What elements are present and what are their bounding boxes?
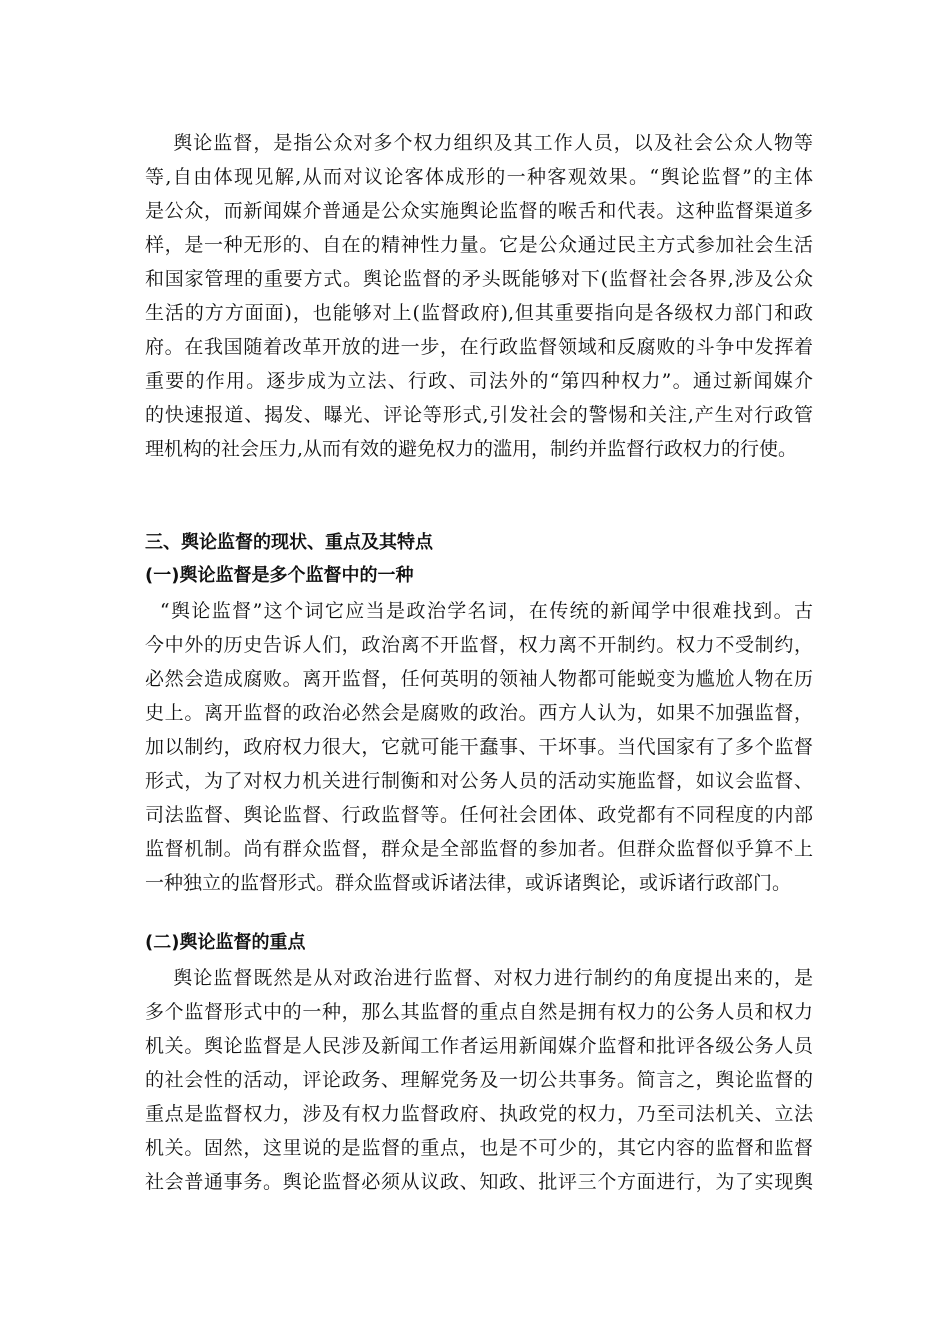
text-line: 监督机制。尚有群众监督，群众是全部监督的参加者。但群众监督似乎算不上: [145, 838, 813, 860]
text-line: 生活的方方面面)，也能够对上(监督政府),但其重要指向是各级权力部门和政: [145, 302, 813, 324]
text-line: 府。在我国随着改革开放的进一步，在行政监督领域和反腐败的斗争中发挥着: [145, 336, 813, 358]
text-line: 重要的作用。逐步成为立法、行政、司法外的“第四种权力”。通过新闻媒介: [145, 370, 813, 392]
text-line: 史上。离开监督的政治必然会是腐败的政治。西方人认为，如果不加强监督，: [145, 702, 813, 724]
subheading-one: (一)舆论监督是多个监督中的一种: [145, 565, 414, 586]
paragraph-opinion-supervision-definition: [145, 126, 813, 466]
section-heading: 三、舆论监督的现状、重点及其特点: [145, 532, 433, 553]
text-line: 机关。固然，这里说的是监督的重点，也是不可少的，其它内容的监督和监督: [145, 1137, 813, 1159]
paragraph-supervision-focus: [145, 961, 813, 1199]
subheading-two: (二)舆论监督的重点: [145, 932, 306, 953]
text-line: 和国家管理的重要方式。舆论监督的矛头既能够对下(监督社会各界,涉及公众: [145, 268, 813, 290]
text-line: 加以制约，政府权力很大，它就可能干蠢事、干坏事。当代国家有了多个监督: [145, 736, 813, 758]
text-line: 的快速报道、揭发、曝光、评论等形式,引发社会的警惕和关注,产生对行政管: [145, 404, 813, 426]
text-line: “舆论监督”这个词它应当是政治学名词，在传统的新闻学中很难找到。古: [145, 600, 813, 622]
text-line: 一种独立的监督形式。群众监督或诉诸法律，或诉诸舆论，或诉诸行政部门。: [145, 872, 792, 894]
text-line: 的社会性的活动，评论政务、理解党务及一切公共事务。简言之，舆论监督的: [145, 1069, 813, 1091]
paragraph-one-of-many-supervisions: [145, 594, 813, 900]
text-line: 司法监督、舆论监督、行政监督等。任何社会团体、政党都有不同程度的内部: [145, 804, 813, 826]
text-line: 舆论监督既然是从对政治进行监督、对权力进行制约的角度提出来的，是: [145, 967, 813, 989]
text-line: 多个监督形式中的一种，那么其监督的重点自然是拥有权力的公务人员和权力: [145, 1001, 813, 1023]
text-line: 等,自由体现见解,从而对议论客体成形的一种客观效果。“舆论监督”的主体: [145, 166, 813, 188]
text-line: 机关。舆论监督是人民涉及新闻工作者运用新闻媒介监督和批评各级公务人员: [145, 1035, 813, 1057]
text-line: 形式，为了对权力机关进行制衡和对公务人员的活动实施监督，如议会监督、: [145, 770, 813, 792]
text-line: 重点是监督权力，涉及有权力监督政府、执政党的权力，乃至司法机关、立法: [145, 1103, 813, 1125]
text-line: 今中外的历史告诉人们，政治离不开监督，权力离不开制约。权力不受制约，: [145, 634, 813, 656]
text-line: 舆论监督，是指公众对多个权力组织及其工作人员，以及社会公众人物等: [145, 132, 813, 154]
text-line: 是公众，而新闻媒介普通是公众实施舆论监督的喉舌和代表。这种监督渠道多: [145, 200, 813, 222]
text-line: 样，是一种无形的、自在的精神性力量。它是公众通过民主方式参加社会生活: [145, 234, 813, 256]
text-line: 社会普通事务。舆论监督必须从议政、知政、批评三个方面进行，为了实现舆: [145, 1171, 813, 1193]
text-line: 理机构的社会压力,从而有效的避免权力的滥用，制约并监督行政权力的行使。: [145, 438, 798, 460]
text-line: 必然会造成腐败。离开监督，任何英明的领袖人物都可能蜕变为尴尬人物在历: [145, 668, 813, 690]
